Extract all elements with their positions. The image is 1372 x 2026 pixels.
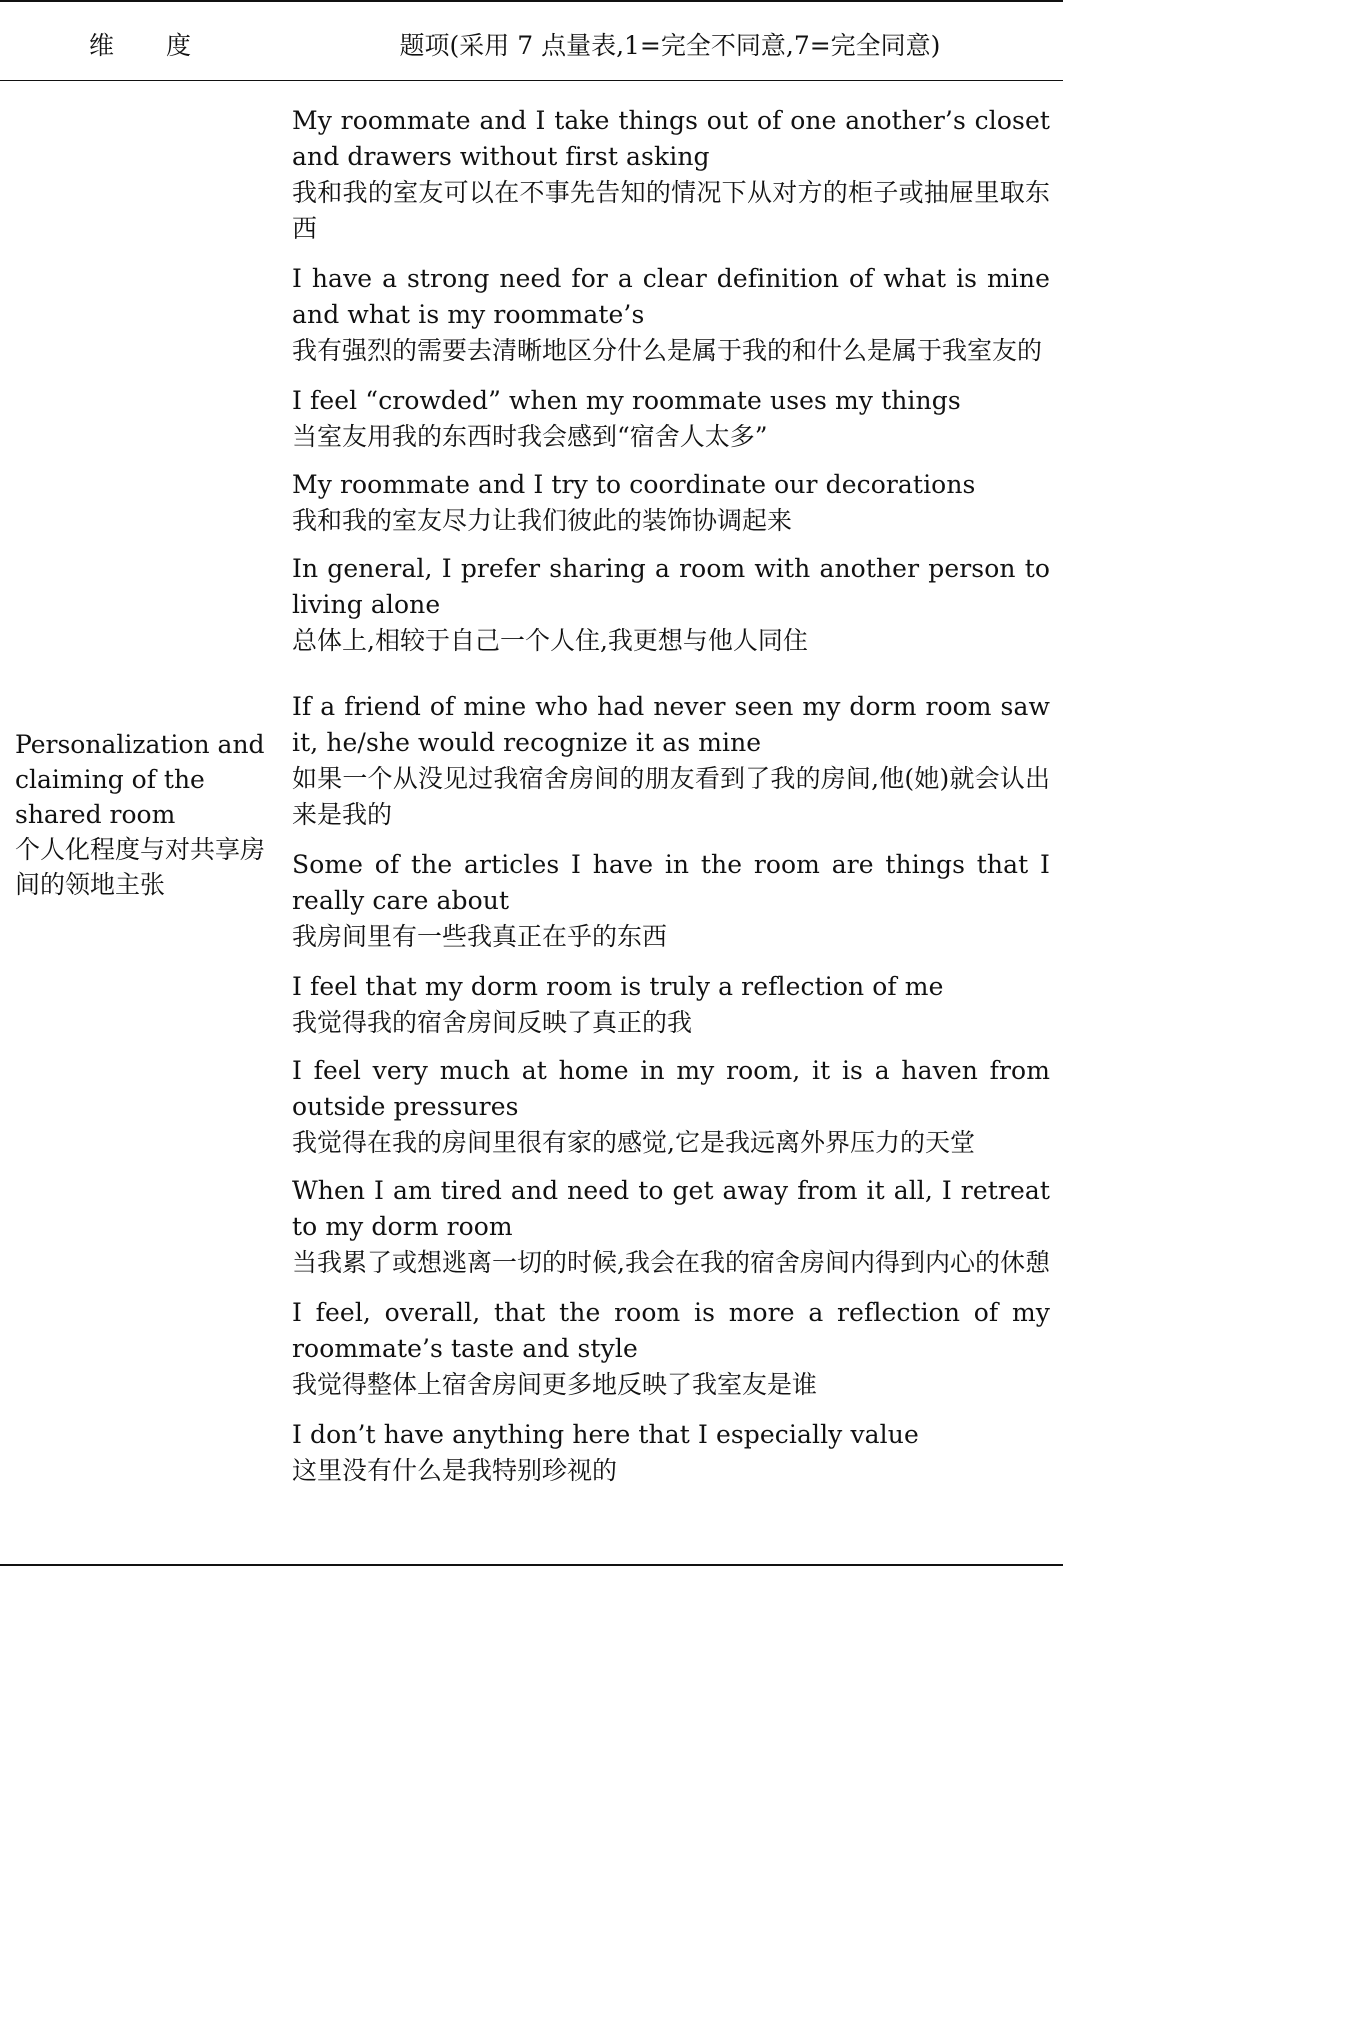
- dimension-label-zh: 个人化程度与对共享房间的领地主张: [15, 835, 266, 899]
- item-zh: 我觉得我的宿舍房间反映了真正的我: [292, 1008, 693, 1037]
- item-en: When I am tired and need to get away from it all, I retreat to my dorm room: [292, 1176, 1050, 1241]
- item-row: [292, 969, 1050, 1041]
- table-header: [0, 0, 1063, 80]
- item-zh: 我有强烈的需要去清晰地区分什么是属于我的和什么是属于我室友的: [292, 336, 1043, 365]
- item-row: [292, 1295, 1050, 1403]
- item-zh: 如果一个从没见过我宿舍房间的朋友看到了我的房间,他(她)就会认出来是我的: [292, 764, 1050, 829]
- item-row: [292, 1053, 1050, 1161]
- header-items: 题项(采用 7 点量表,1=完全不同意,7=完全同意): [399, 31, 941, 60]
- item-zh: 总体上,相较于自己一个人住,我更想与他人同住: [292, 626, 808, 655]
- item-en: My roommate and I take things out of one another’s closet and drawers without first asking: [292, 106, 1050, 171]
- item-zh: 我和我的室友尽力让我们彼此的装饰协调起来: [292, 506, 793, 535]
- item-zh: 我房间里有一些我真正在乎的东西: [292, 922, 668, 951]
- items-column: [292, 103, 1050, 1489]
- item-en: I have a strong need for a clear definition of what is mine and what is my roommate’s: [292, 264, 1050, 329]
- item-en: If a friend of mine who had never seen my dorm room saw it, he/she would recognize it as mine: [292, 692, 1050, 757]
- item-row: [292, 383, 1050, 455]
- item-row: [292, 689, 1050, 833]
- item-en: Some of the articles I have in the room are things that I really care about: [292, 850, 1050, 915]
- item-en: I feel very much at home in my room, it is a haven from outside pressures: [292, 1056, 1050, 1121]
- table-bottom-rule: [0, 1564, 1063, 1566]
- item-row: [292, 261, 1050, 369]
- table-header-rule: [0, 80, 1063, 81]
- item-row: [292, 467, 1050, 539]
- item-row: [292, 551, 1050, 659]
- item-zh: 当室友用我的东西时我会感到“宿舍人太多”: [292, 422, 768, 451]
- item-row: [292, 1417, 1050, 1489]
- item-zh: 我觉得整体上宿舍房间更多地反映了我室友是谁: [292, 1370, 818, 1399]
- dimension-cell: [15, 727, 277, 902]
- item-en: In general, I prefer sharing a room with another person to living alone: [292, 554, 1050, 619]
- item-zh: 当我累了或想逃离一切的时候,我会在我的宿舍房间内得到内心的休憩: [292, 1248, 1050, 1277]
- item-en: I don’t have anything here that I especially value: [292, 1420, 919, 1449]
- dimension-label-en: Personalization and claiming of the shared room: [15, 730, 265, 829]
- item-zh: 我和我的室友可以在不事先告知的情况下从对方的柜子或抽屉里取东西: [292, 178, 1050, 243]
- item-en: I feel “crowded” when my roommate uses my things: [292, 386, 961, 415]
- item-zh: 这里没有什么是我特别珍视的: [292, 1456, 618, 1485]
- item-en: My roommate and I try to coordinate our decorations: [292, 470, 976, 499]
- item-row: [292, 1173, 1050, 1281]
- header-dimension: 维度: [88, 31, 243, 60]
- item-row: [292, 847, 1050, 955]
- item-zh: 我觉得在我的房间里很有家的感觉,它是我远离外界压力的天堂: [292, 1128, 975, 1157]
- item-row: [292, 103, 1050, 247]
- item-en: I feel that my dorm room is truly a reflection of me: [292, 972, 944, 1001]
- item-en: I feel, overall, that the room is more a reflection of my roommate’s taste and style: [292, 1298, 1050, 1363]
